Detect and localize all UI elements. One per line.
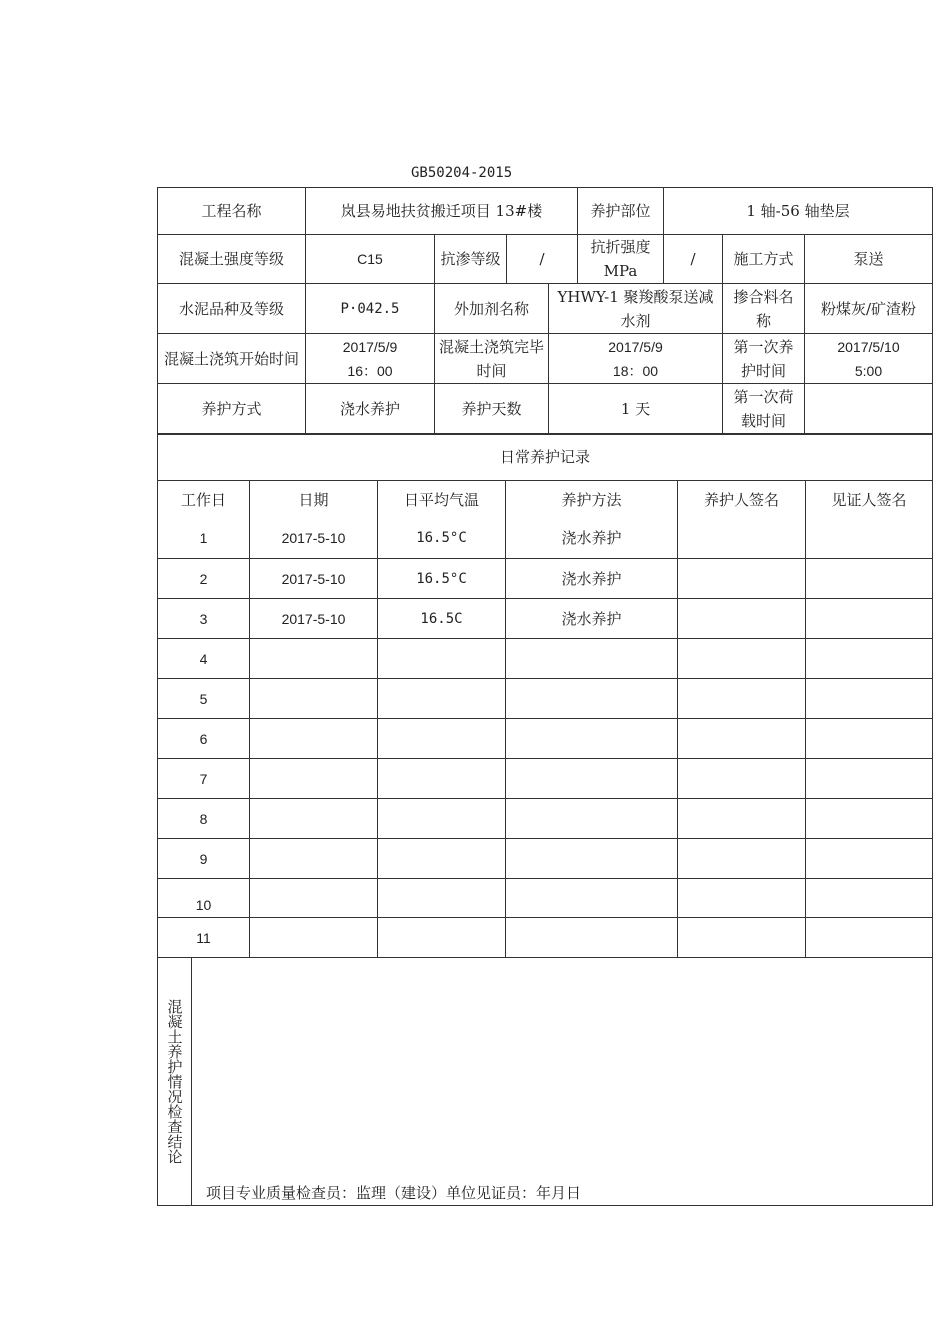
cell-method: 浇水养护 bbox=[505, 598, 677, 638]
cell-date bbox=[249, 718, 377, 758]
cell-temp: 16.5°C bbox=[377, 518, 505, 558]
cell-temp bbox=[377, 878, 505, 917]
table-row bbox=[158, 917, 932, 957]
info-row-cure bbox=[158, 383, 932, 434]
cell-temp bbox=[377, 758, 505, 798]
table-row bbox=[158, 798, 932, 838]
cell-date: 2017-5-10 bbox=[249, 598, 377, 638]
cell-workday: 11 bbox=[158, 917, 249, 957]
cell-date bbox=[249, 798, 377, 838]
cell-workday: 4 bbox=[158, 638, 249, 678]
project-value: 岚县易地扶贫搬迁项目 13#楼 bbox=[305, 188, 577, 234]
first-cure-value bbox=[804, 333, 932, 383]
info-row-cement bbox=[158, 283, 932, 333]
cell-method bbox=[505, 917, 677, 957]
cell-workday: 1 bbox=[199, 530, 208, 546]
cure-days-value: 1 天 bbox=[548, 383, 722, 434]
cell-temp bbox=[377, 678, 505, 718]
cell-method: 浇水养护 bbox=[505, 518, 677, 558]
table-row bbox=[158, 638, 932, 678]
cell-workday: 3 bbox=[158, 598, 249, 638]
flexural-label: 抗折强度 MPa bbox=[577, 234, 663, 283]
cell-method: 浇水养护 bbox=[505, 558, 677, 598]
project-label: 工程名称 bbox=[201, 202, 262, 220]
daily-title-row bbox=[158, 433, 932, 480]
pour-end-label: 混凝土浇筑完毕时间 bbox=[434, 333, 548, 383]
info-row-project bbox=[158, 188, 932, 234]
blend-label: 掺合料名称 bbox=[722, 283, 804, 333]
header-date: 日期 bbox=[249, 480, 377, 518]
cement-value: P·042.5 bbox=[305, 283, 434, 333]
pour-start-label: 混凝土浇筑开始时间 bbox=[158, 333, 305, 383]
cure-method-value: 浇水养护 bbox=[305, 383, 434, 434]
cell-method bbox=[505, 638, 677, 678]
cell-method bbox=[505, 758, 677, 798]
cure-method-label: 养护方式 bbox=[158, 383, 305, 434]
daily-title: 日常养护记录 bbox=[499, 448, 590, 466]
conclusion-body bbox=[192, 958, 932, 1205]
cure-part-label: 养护部位 bbox=[577, 188, 663, 234]
info-row-pour bbox=[158, 333, 932, 383]
info-table bbox=[157, 187, 933, 435]
cell-curer-sign bbox=[677, 638, 805, 678]
table-row bbox=[158, 598, 932, 638]
cell-date bbox=[249, 878, 377, 917]
cell-curer-sign bbox=[677, 878, 805, 917]
impermeability-label: 抗渗等级 bbox=[434, 234, 506, 283]
signature-line: 项目专业质量检查员：监理（建设）单位见证员：年月日 bbox=[206, 1184, 582, 1202]
daily-header-row bbox=[158, 480, 932, 518]
cement-label: 水泥品种及等级 bbox=[158, 283, 305, 333]
cell-witness-sign bbox=[805, 638, 932, 678]
first-load-value bbox=[804, 383, 932, 434]
cell-temp bbox=[377, 917, 505, 957]
cell-witness-sign bbox=[805, 678, 932, 718]
first-load-label: 第一次荷载时间 bbox=[722, 383, 804, 434]
impermeability-value: / bbox=[506, 234, 577, 283]
pour-end-value bbox=[548, 333, 722, 383]
conclusion-label-cell bbox=[158, 958, 192, 1205]
cell-date bbox=[249, 638, 377, 678]
cell-date bbox=[249, 917, 377, 957]
cell-witness-sign bbox=[805, 838, 932, 878]
cell-curer-sign bbox=[677, 518, 805, 558]
flexural-value: / bbox=[663, 234, 722, 283]
conclusion-label: 混凝土养护情况检查结论 bbox=[165, 999, 184, 1164]
cell-temp: 16.5C bbox=[377, 598, 505, 638]
grade-label: 混凝土强度等级 bbox=[158, 234, 305, 283]
construction-label: 施工方式 bbox=[722, 234, 804, 283]
cell-method bbox=[505, 718, 677, 758]
table-row bbox=[158, 518, 932, 558]
cell-curer-sign bbox=[677, 798, 805, 838]
construction-value: 泵送 bbox=[804, 234, 932, 283]
table-row bbox=[158, 678, 932, 718]
cell-witness-sign bbox=[805, 878, 932, 917]
pour-end-date: 2017/5/9 bbox=[608, 338, 663, 355]
standard-code: GB50204-2015 bbox=[411, 165, 513, 181]
header-curer-sign: 养护人签名 bbox=[677, 480, 805, 518]
cell-temp bbox=[377, 638, 505, 678]
admixture-label: 外加剂名称 bbox=[434, 283, 548, 333]
cell-curer-sign bbox=[677, 678, 805, 718]
table-row bbox=[158, 718, 932, 758]
cell-method bbox=[505, 678, 677, 718]
cell-workday: 2 bbox=[158, 558, 249, 598]
pour-start-value bbox=[305, 333, 434, 383]
pour-end-time: 18：00 bbox=[612, 362, 659, 379]
cell-curer-sign bbox=[677, 718, 805, 758]
cell-workday: 7 bbox=[158, 758, 249, 798]
cure-days-label: 养护天数 bbox=[434, 383, 548, 434]
cell-workday: 5 bbox=[158, 678, 249, 718]
cell-witness-sign bbox=[805, 718, 932, 758]
cell-witness-sign bbox=[805, 798, 932, 838]
cell-witness-sign bbox=[805, 598, 932, 638]
header-method: 养护方法 bbox=[505, 480, 677, 518]
cell-temp bbox=[377, 718, 505, 758]
cell-curer-sign bbox=[677, 558, 805, 598]
cell-curer-sign bbox=[677, 598, 805, 638]
cell-date bbox=[249, 838, 377, 878]
header-workday: 工作日 bbox=[158, 480, 249, 518]
cell-temp bbox=[377, 838, 505, 878]
table-row bbox=[158, 558, 932, 598]
cell-witness-sign bbox=[805, 518, 932, 558]
cell-method bbox=[505, 838, 677, 878]
cell-workday: 6 bbox=[158, 718, 249, 758]
table-row bbox=[158, 838, 932, 878]
cell-workday: 9 bbox=[158, 838, 249, 878]
first-cure-time: 5:00 bbox=[854, 362, 883, 379]
pour-start-date: 2017/5/9 bbox=[342, 338, 398, 355]
header-temp: 日平均气温 bbox=[377, 480, 505, 518]
daily-record-table bbox=[157, 433, 933, 958]
cell-method bbox=[505, 878, 677, 917]
cell-date bbox=[249, 678, 377, 718]
cell-curer-sign bbox=[677, 917, 805, 957]
cell-method bbox=[505, 798, 677, 838]
header-witness-sign: 见证人签名 bbox=[805, 480, 932, 518]
cell-witness-sign bbox=[805, 917, 932, 957]
cell-temp: 16.5°C bbox=[377, 558, 505, 598]
info-row-grade bbox=[158, 234, 932, 283]
cell-witness-sign bbox=[805, 558, 932, 598]
pour-start-time: 16：00 bbox=[347, 362, 393, 379]
first-cure-label: 第一次养护时间 bbox=[722, 333, 804, 383]
cell-witness-sign bbox=[805, 758, 932, 798]
cell-date: 2017-5-10 bbox=[249, 558, 377, 598]
conclusion-section bbox=[157, 958, 933, 1206]
cell-workday: 10 bbox=[158, 878, 249, 917]
cell-temp bbox=[377, 798, 505, 838]
cure-part-value: 1 轴-56 轴垫层 bbox=[663, 188, 932, 234]
blend-value: 粉煤灰/矿渣粉 bbox=[804, 283, 932, 333]
cell-curer-sign bbox=[677, 838, 805, 878]
table-row bbox=[158, 878, 932, 917]
first-cure-date: 2017/5/10 bbox=[837, 338, 900, 355]
grade-value: C15 bbox=[305, 234, 434, 283]
daily-rows bbox=[158, 518, 932, 957]
cell-workday: 8 bbox=[158, 798, 249, 838]
table-row bbox=[158, 758, 932, 798]
cell-date: 2017-5-10 bbox=[249, 518, 377, 558]
cell-curer-sign bbox=[677, 758, 805, 798]
admixture-value: YHWY-1 聚羧酸泵送减水剂 bbox=[548, 283, 722, 333]
cell-date bbox=[249, 758, 377, 798]
